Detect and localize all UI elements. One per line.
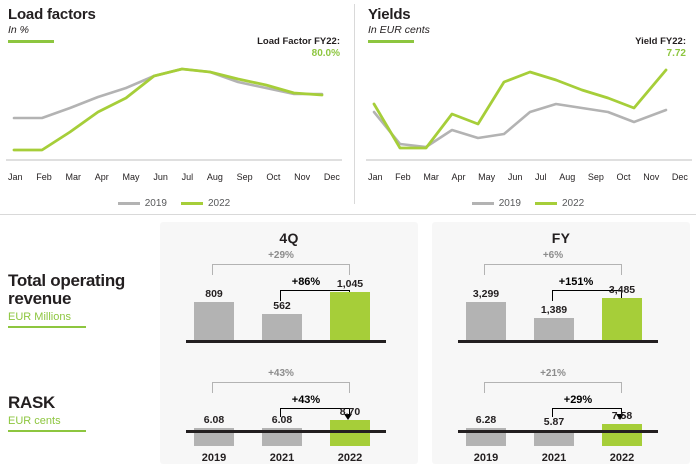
month-label: Feb (395, 172, 411, 182)
bar-value: 6.08 (271, 414, 293, 426)
pct-2019-2022: +43% (268, 368, 294, 379)
bar-year: 2021 (269, 452, 295, 464)
month-label: Nov (294, 172, 311, 182)
bar-2021 (262, 250, 302, 340)
legend-label: 2022 (208, 198, 231, 209)
row-label-rask (8, 394, 148, 432)
pct-2021-2022: +86% (291, 276, 321, 288)
yields-title: Yields (368, 6, 411, 23)
bar-2019 (194, 384, 234, 464)
bar-fill (262, 314, 302, 340)
pct-2021-2022: +43% (291, 394, 321, 406)
month-label: Mar (423, 172, 439, 182)
bar-fill (534, 318, 574, 340)
bar-2019 (466, 384, 506, 464)
legend-item-2019 (472, 198, 521, 209)
bar-2022 (602, 384, 642, 464)
load-factor-callout-label: Load Factor FY22: (257, 36, 340, 47)
row-label-unit: EUR Millions (8, 310, 71, 323)
bar-fill (466, 302, 506, 340)
month-label: Apr (451, 172, 466, 182)
pct-2021-2022: +151% (558, 276, 594, 288)
row-label-unit: EUR cents (8, 414, 61, 427)
row-label-underline (8, 430, 86, 432)
month-label: Apr (94, 172, 109, 182)
month-label: Mar (65, 172, 82, 182)
bar-2021 (534, 384, 574, 464)
legend-item-2022 (181, 198, 230, 209)
legend-swatch-icon (118, 202, 140, 205)
bars-section (0, 216, 696, 464)
yields-rule (368, 40, 414, 43)
baseline (186, 340, 386, 343)
bar-2019 (466, 250, 506, 340)
pct-2021-2022: +29% (563, 394, 593, 406)
pct-2019-2022: +6% (542, 250, 564, 261)
row-label-underline (8, 326, 86, 328)
load-factors-panel (0, 0, 348, 216)
bar-2022 (330, 384, 370, 464)
month-label: Jul (181, 172, 194, 182)
month-label: May (478, 172, 496, 182)
bar-fill (602, 424, 642, 446)
row-label-text: Total operating revenue (8, 271, 126, 308)
load-factors-title: Load factors (8, 6, 96, 23)
chart-fy-revenue (458, 250, 668, 340)
month-label: Oct (616, 172, 631, 182)
bar-value: 1,389 (540, 304, 568, 316)
month-label: Jun (153, 172, 168, 182)
baseline (458, 430, 658, 433)
month-label: Aug (206, 172, 223, 182)
bar-2021 (262, 384, 302, 464)
load-factor-callout-value: 80.0% (311, 47, 340, 59)
bar-year: 2022 (609, 452, 635, 464)
load-factors-plot (6, 52, 342, 170)
legend-label: 2022 (562, 198, 585, 209)
pct-2019-2022: +29% (268, 250, 294, 261)
chart-4q-rask (186, 368, 396, 464)
yields-subtitle: In EUR cents (368, 24, 430, 36)
bar-year: 2019 (473, 452, 499, 464)
load-factors-x-axis (8, 172, 340, 182)
bar-value: 3,299 (472, 288, 500, 300)
load-factors-legend (0, 198, 348, 209)
yields-panel (360, 0, 696, 216)
month-label: Dec (323, 172, 340, 182)
load-factors-rule (8, 40, 54, 43)
month-label: Dec (671, 172, 688, 182)
bar-2019 (194, 250, 234, 340)
bar-value: 5.87 (543, 416, 565, 428)
pct-2019-2022: +21% (540, 368, 566, 379)
load-factors-subtitle: In % (8, 24, 30, 36)
baseline (458, 340, 658, 343)
bar-value: 1,045 (336, 278, 364, 290)
yields-legend (360, 198, 696, 209)
row-label-total-operating-revenue (8, 272, 148, 328)
month-label: Aug (559, 172, 576, 182)
month-label: Jan (8, 172, 23, 182)
chart-fy-rask (458, 368, 668, 464)
card-fy-title: FY (551, 230, 571, 246)
baseline (186, 430, 386, 433)
bar-fill (330, 420, 370, 446)
month-label: Jun (507, 172, 523, 182)
card-4q-title: 4Q (279, 230, 299, 246)
legend-item-2019 (118, 198, 167, 209)
month-label: Jul (535, 172, 547, 182)
bar-value: 6.08 (203, 414, 225, 426)
month-label: Sep (587, 172, 604, 182)
yields-x-axis (368, 172, 688, 182)
card-fy (432, 222, 690, 464)
legend-item-2022 (535, 198, 584, 209)
legend-label: 2019 (144, 198, 167, 209)
month-label: Oct (266, 172, 281, 182)
bar-value: 562 (273, 300, 291, 312)
bar-fill (194, 302, 234, 340)
month-label: Feb (36, 172, 52, 182)
yield-callout-value: 7.72 (666, 47, 686, 59)
month-label: May (122, 172, 140, 182)
month-label: Nov (643, 172, 660, 182)
bar-value: 7.58 (611, 410, 633, 422)
bar-year: 2019 (201, 452, 227, 464)
yield-callout-label: Yield FY22: (635, 36, 686, 47)
panel-divider-vertical (354, 4, 355, 204)
legend-swatch-icon (472, 202, 494, 205)
legend-swatch-icon (535, 202, 557, 205)
row-label-text: RASK (8, 393, 55, 412)
bar-value: 3,485 (608, 284, 636, 296)
bar-fill (602, 298, 642, 340)
card-4q (160, 222, 418, 464)
bar-value: 8.70 (339, 406, 361, 418)
month-label: Jan (368, 172, 383, 182)
bar-2022 (602, 250, 642, 340)
chart-4q-revenue (186, 250, 396, 340)
legend-swatch-icon (181, 202, 203, 205)
bar-2021 (534, 250, 574, 340)
month-label: Sep (236, 172, 253, 182)
bar-year: 2021 (541, 452, 567, 464)
bar-2022 (330, 250, 370, 340)
bar-year: 2022 (337, 452, 363, 464)
bar-value: 6.28 (475, 414, 497, 426)
bar-value: 809 (205, 288, 223, 300)
legend-label: 2019 (498, 198, 521, 209)
yields-plot (366, 52, 692, 170)
bar-fill (330, 292, 370, 340)
